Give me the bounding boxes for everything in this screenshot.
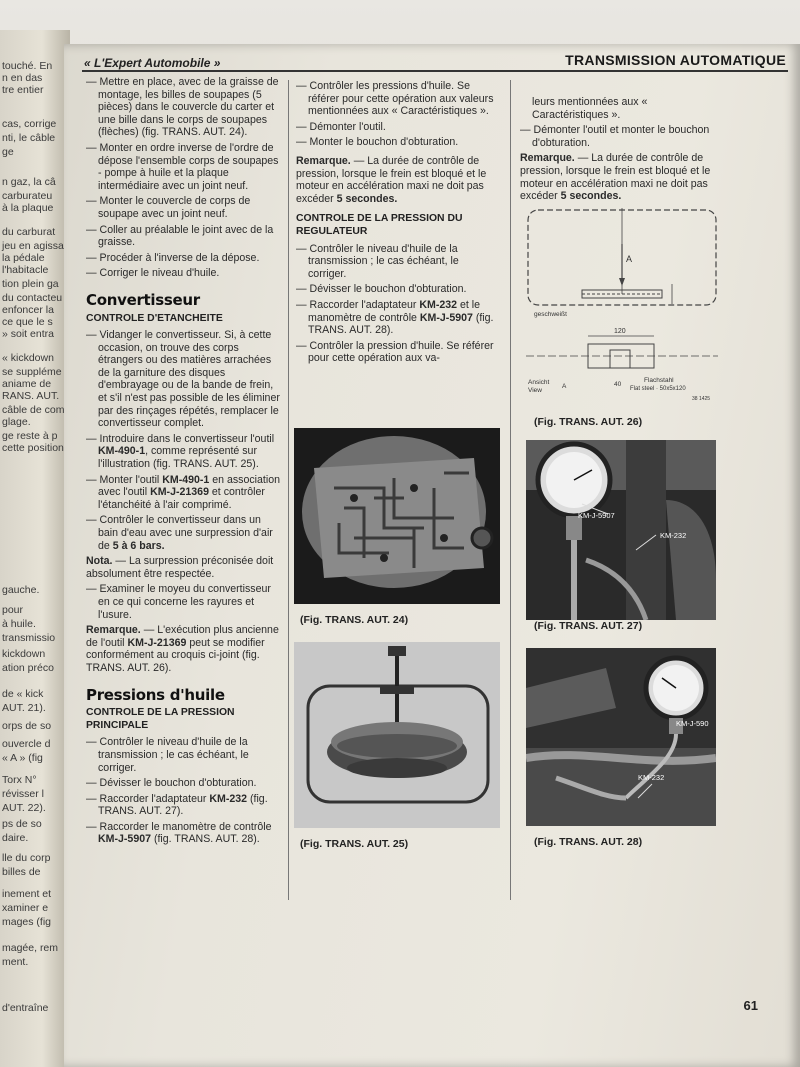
duration-value: 5 secondes. xyxy=(560,190,622,203)
column-3 xyxy=(520,96,720,206)
remark xyxy=(296,155,498,205)
previous-page-text-fragment: kickdown xyxy=(2,648,46,660)
previous-page-text-fragment: nti, le câble xyxy=(2,132,56,144)
tool-ref: KM-232 xyxy=(209,792,248,805)
previous-page-text-fragment: n gaz, la câ xyxy=(2,176,56,188)
tool-ref: KM-J-5907 xyxy=(98,833,151,846)
text: en association avec l'outil xyxy=(98,473,280,499)
text: et contrôler l'étanchéité à l'air comprimé. xyxy=(98,486,265,511)
previous-page-text-fragment: ouvercle d xyxy=(2,738,51,750)
previous-page-text-fragment: transmissio xyxy=(2,632,56,644)
header-section-title: TRANSMISSION AUTOMATIQUE xyxy=(565,52,786,68)
figure-28-caption: (Fig. TRANS. AUT. 28) xyxy=(534,836,643,848)
list-item xyxy=(86,433,282,471)
previous-page-text-fragment: révisser l xyxy=(2,788,45,800)
column-divider xyxy=(288,80,289,900)
previous-page-text-fragment: à la plaque xyxy=(2,202,54,214)
list-item: — Coller au préalable le joint avec de la graisse. xyxy=(86,224,282,249)
previous-page-text-fragment: lle du corp xyxy=(2,852,51,864)
column-2 xyxy=(296,80,498,368)
duration-value: 5 secondes. xyxy=(336,192,398,205)
view-caption-en: View xyxy=(528,387,542,394)
previous-page-text-fragment: glage. xyxy=(2,416,31,428)
list-item xyxy=(86,793,282,818)
view-caption-letter: A xyxy=(562,383,567,390)
gauge-photo xyxy=(526,440,716,620)
previous-page-text-fragment: « A » (fig xyxy=(2,752,43,764)
previous-page-text-fragment: du carburat xyxy=(2,226,56,238)
tool-label: KM-J-5907 xyxy=(578,511,615,520)
list-item: — Démonter l'outil. xyxy=(296,121,498,134)
drawing-code: 38 1425 xyxy=(692,396,711,402)
figure-27-photo xyxy=(526,440,716,620)
previous-page-text-fragment: ment. xyxy=(2,956,29,968)
remark-label: Remarque. xyxy=(520,152,575,165)
previous-page-text-fragment: cette position xyxy=(2,442,64,454)
previous-page-text-fragment: ce que le s xyxy=(2,316,53,328)
book-page xyxy=(64,44,800,1067)
list-item: — Vidanger le convertisseur. Si, à cette occasion, on trouve des corps étrangers ou des matières arrachées de la garniture des disques d'embrayage ou de la bande de frein, et s'il n'est pas possible de les éliminer par des rinçages répétés, remplacer le convertisseur complet. xyxy=(86,329,282,430)
previous-page-text-fragment: carburateu xyxy=(2,190,53,202)
text: — La durée de contrôle de pression, lorsque le frein est bloqué et le moteur en accélération maxi ne doit pas excéder xyxy=(296,154,487,205)
text: Introduire dans le convertisseur l'outil xyxy=(99,432,275,445)
heading-pressions: Pressions d'huile xyxy=(86,685,225,704)
list-item xyxy=(86,474,282,512)
list-item: — Contrôler le niveau d'huile de la transmission ; le cas échéant, le corriger. xyxy=(86,736,282,774)
previous-page-text-fragment: billes de xyxy=(2,866,41,878)
previous-page-text-fragment: d'entraîne xyxy=(2,1002,49,1014)
remark xyxy=(520,152,720,202)
text: — La durée de contrôle de pression, lorsque le frein est bloqué et le moteur en accélération maxi ne doit pas excéder xyxy=(520,152,711,203)
previous-page-text-fragment: du contacteu xyxy=(2,292,63,304)
list-item: — Monter en ordre inverse de l'ordre de dépose l'ensemble corps de soupapes - pompe à huile et la plaque intermédiaire avec un joint neuf. xyxy=(86,142,282,192)
previous-page-text-fragment: n en das xyxy=(2,72,43,84)
previous-page-text-fragment: ge reste à p xyxy=(2,430,58,442)
previous-page-text-fragment: tre entier xyxy=(2,84,44,96)
section-core xyxy=(610,350,630,368)
previous-page-text-fragment: aniame de xyxy=(2,378,52,390)
text: — L'exécution plus ancienne de l'outil xyxy=(86,624,279,649)
previous-page-text-fragment: AUT. 21). xyxy=(2,702,46,714)
tool-label: KM-232 xyxy=(660,531,687,540)
previous-page-text-fragment: à huile. xyxy=(2,618,36,630)
previous-page-text-fragment: jeu en agissa xyxy=(2,240,64,252)
converter-photo xyxy=(294,642,500,828)
dim-120: 120 xyxy=(614,328,626,335)
text: (fig. TRANS. AUT. 28). xyxy=(308,311,494,337)
remark xyxy=(86,624,282,674)
figure-28-photo xyxy=(526,648,716,826)
material-de: Flachstahl xyxy=(644,377,674,384)
previous-page-text-fragment: se suppléme xyxy=(2,366,62,378)
subheading-principale: CONTROLE DE LA PRESSION PRINCIPALE xyxy=(86,707,235,731)
previous-page-text-fragment: inement et xyxy=(2,888,52,900)
previous-page-text-fragment: AUT. 22). xyxy=(2,802,46,814)
previous-page-text-fragment: gauche. xyxy=(2,584,40,596)
tool-ref: KM-J-5907 xyxy=(419,311,473,324)
column-divider xyxy=(510,80,511,900)
tool-ref: KM-490-1 xyxy=(98,445,146,458)
dim-40: 40 xyxy=(614,381,622,388)
previous-page-text-fragment: daire. xyxy=(2,832,29,844)
previous-page-text-fragment: tion plein ga xyxy=(2,278,59,290)
list-item: — Contrôler les pressions d'huile. Se référer pour cette opération aux valeurs mentionnées aux « Caractéristiques ». xyxy=(296,80,498,118)
list-item: — Corriger le niveau d'huile. xyxy=(86,267,282,280)
list-item: — Procéder à l'inverse de la dépose. xyxy=(86,252,282,265)
text: Raccorder l'adaptateur xyxy=(99,792,210,805)
previous-page-text-fragment: touché. En xyxy=(2,60,53,72)
figure-24-photo xyxy=(294,428,500,604)
previous-page-edge xyxy=(0,30,70,1067)
note xyxy=(86,555,282,580)
figure-27-caption: (Fig. TRANS. AUT. 27) xyxy=(534,620,643,632)
previous-page-text-fragment: Torx N° xyxy=(2,774,37,786)
previous-page-text-fragment: » soit entra xyxy=(2,328,54,340)
text: (fig. TRANS. AUT. 27). xyxy=(98,792,268,818)
tool-ref: KM-J-21369 xyxy=(127,636,187,649)
tool-ref: KM-J-21369 xyxy=(150,486,209,499)
text: peut se modifier conformément au croquis ci-joint (fig. TRANS. AUT. 26). xyxy=(86,636,265,674)
view-caption-de: Ansicht xyxy=(528,379,550,386)
header-publication: « L'Expert Automobile » xyxy=(84,56,221,70)
previous-page-text-fragment: RANS. AUT. xyxy=(2,390,60,402)
previous-page-text-fragment: câble de com xyxy=(2,404,65,416)
column-1 xyxy=(86,76,282,849)
list-item: — Contrôler la pression d'huile. Se référer pour cette opération aux va- xyxy=(296,340,498,365)
tool-label: KM-232 xyxy=(638,773,665,782)
text: Monter l'outil xyxy=(99,473,163,486)
previous-page-text-fragment: l'habitacle xyxy=(2,264,49,276)
subheading-etancheite: CONTROLE D'ETANCHEITE xyxy=(86,312,223,324)
gauge-photo-2 xyxy=(526,648,716,826)
list-item: — Contrôler le niveau d'huile de la transmission ; le cas échéant, le corriger. xyxy=(296,243,498,281)
previous-page-text-fragment: la pédale xyxy=(2,252,45,264)
weld-label: geschweißt xyxy=(534,311,567,318)
tool-label: KM-J-590 xyxy=(676,719,709,728)
figure-24-caption: (Fig. TRANS. AUT. 24) xyxy=(300,614,409,626)
page-number: 61 xyxy=(743,998,758,1013)
header-rule xyxy=(82,70,788,72)
material-en: Flat steel · 50x5x120 xyxy=(630,386,686,392)
figure-26-drawing xyxy=(522,204,722,404)
list-item: — Démonter l'outil et monter le bouchon d'obturation. xyxy=(520,124,720,149)
remark-label: Remarque. xyxy=(296,154,351,167)
previous-page-text-fragment: xaminer e xyxy=(2,902,49,914)
text: et le manomètre de contrôle xyxy=(308,298,480,324)
previous-page-text-fragment: de « kick xyxy=(2,688,44,700)
previous-page-text-fragment: ge xyxy=(2,146,14,158)
note-label: Nota. xyxy=(86,555,113,568)
previous-page-text-fragment: cas, corrige xyxy=(2,118,57,130)
text: Contrôler le convertisseur dans un bain d'eau avec une surpression d'air de xyxy=(98,514,273,552)
view-label: A xyxy=(626,254,633,264)
list-item: — Examiner le moyeu du convertisseur en ce qui concerne les rayures et l'usure. xyxy=(86,583,282,621)
previous-page-text-fragment: ps de so xyxy=(2,818,42,830)
remark-label: Remarque. xyxy=(86,624,141,637)
list-item xyxy=(86,514,282,552)
arrow-head xyxy=(619,278,625,286)
subheading-regulateur: CONTROLE DE LA PRESSION DU REGULATEUR xyxy=(296,213,463,237)
text: Raccorder le manomètre de contrôle xyxy=(99,820,272,833)
tool-ref: KM-490-1 xyxy=(162,473,210,486)
figure-25-photo xyxy=(294,642,500,828)
heading-convertisseur: Convertisseur xyxy=(86,290,200,309)
continued-text: leurs mentionnées aux « Caractéristiques ». xyxy=(532,96,648,121)
previous-page-text-fragment: pour xyxy=(2,604,24,616)
text: Raccorder l'adaptateur xyxy=(309,298,420,311)
list-item: — Dévisser le bouchon d'obturation. xyxy=(86,777,282,790)
list-item: — Dévisser le bouchon d'obturation. xyxy=(296,283,498,296)
previous-page-text-fragment: enfoncer la xyxy=(2,304,54,316)
list-item: — Mettre en place, avec de la graisse de montage, les billes de soupapes (5 pièces) dans le couvercle du carter et une bille dans le corps de soupapes (flèches) (fig. TRANS. AUT. 24). xyxy=(86,76,282,139)
list-item xyxy=(296,299,498,337)
figure-26-caption: (Fig. TRANS. AUT. 26) xyxy=(534,416,643,428)
pressure-value: 5 à 6 bars. xyxy=(112,539,165,552)
tool-drawing xyxy=(522,204,722,404)
text: , comme représenté sur l'illustration (fig. TRANS. AUT. 25). xyxy=(98,445,259,471)
text: (fig. TRANS. AUT. 28). xyxy=(151,833,260,846)
note-text: — La surpression préconisée doit absolument être respectée. xyxy=(86,555,274,580)
list-item: — Monter le bouchon d'obturation. xyxy=(296,136,498,149)
list-item: — Monter le couvercle de corps de soupape avec un joint neuf. xyxy=(86,195,282,220)
list-item xyxy=(86,821,282,846)
tool-ref: KM-232 xyxy=(419,298,458,311)
previous-page-text-fragment: mages (fig xyxy=(2,916,52,928)
previous-page-text-fragment: orps de so xyxy=(2,720,52,732)
previous-page-text-fragment: magée, rem xyxy=(2,942,59,954)
figure-25-caption: (Fig. TRANS. AUT. 25) xyxy=(300,838,409,850)
previous-page-text-fragment: ation préco xyxy=(2,662,54,674)
valve-body-photo xyxy=(294,428,500,604)
previous-page-text-fragment: « kickdown xyxy=(2,352,54,364)
